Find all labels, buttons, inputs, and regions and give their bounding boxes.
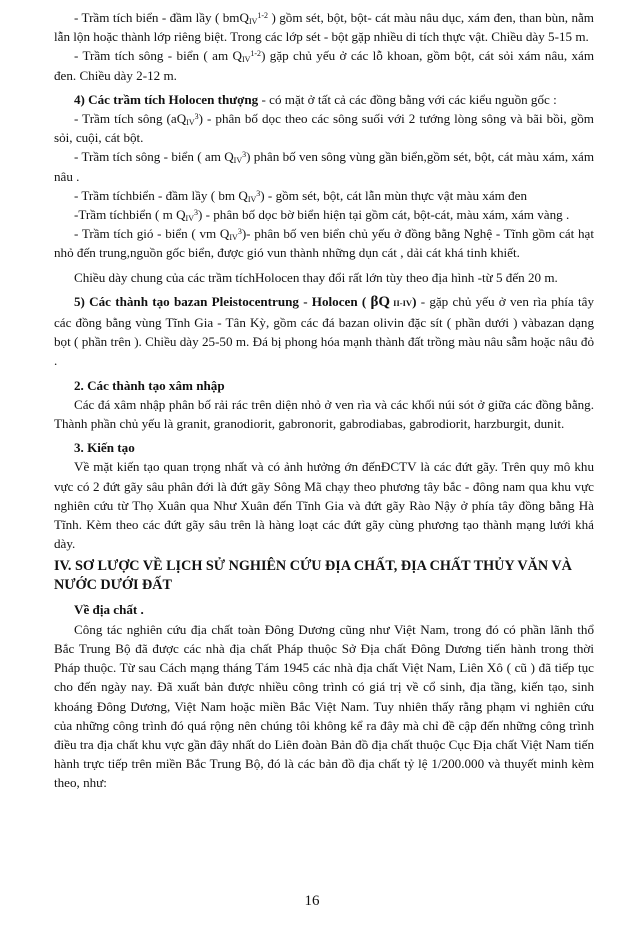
paragraph-tectonics: Về mặt kiến tạo quan trọng nhất và có ảnh hưởng ớn đếnĐCTV là các đứt gãy. Trên quy mô khu vực có 2 đứt gãy sâu phân đới là đứt gãy Sông Mã chạy theo phương tây bắc - đông nam qua khu vực nghiên cứu từ Thọ Xuân qua Như Xuân đến Tĩnh Gia và đứt gãy Rào Nậy ở phía tây đồng bằng Hà Tĩnh. Kèm theo các đứt gãy sâu trên là hàng loạt các đứt gãy cùng phương tạo thành mạng lưới khá dày. [54,459,594,552]
paragraph-marine-deposits: -Trầm tíchbiển ( m $Q_{IV}^3$) - phân bố dọc bờ biển hiện tại gồm cát, bột-cát, màu xám, xám vàng . [74,207,570,224]
paragraph-geology-history: Công tác nghiên cứu địa chất toàn Đông Dương cũng như Việt Nam, trong đó có phần lãnh thổ Bắc Trung Bộ đã được các nhà địa chất Pháp thuộc Sở Địa chất Đông Dương tiến hành trong thời Pháp thuộc. Từ sau Cách mạng tháng Tám 1945 các nhà địa chất Việt Nam, Liên Xô ( cũ ) đã tiếp tục cho đến ngày nay. Đã xuất bản được nhiều công trình có giá trị về cổ sinh, địa tầng, kiến tạo, sinh khoáng Đông Dương, Việt Nam hoặc miền Bắc Việt Nam. Tuy nhiên thấy rằng phạm vi nghiên cứu của những công trình đó quá rộng nên chúng tôi không kể ra đây mà chỉ đề cập đến những công trình điều tra địa chất khu vực gần đây nhất do Liên đoàn Bản đồ địa chất thuộc Cục Địa chất Việt Nam tiến hành trực tiếp trên miền Bắc Trung Bộ, đó là các bản đồ địa chất tỷ lệ 1/200.000 và thuyết minh kèm theo, như: [54,621,594,791]
heading-tectonics: 3. Kiến tạo [74,440,135,456]
paragraph-holocene-thickness: Chiều dày chung của các trầm tíchHolocen thay đổi rất lớn tùy theo địa hình -từ 5 đến 20 m. [74,269,558,285]
paragraph-marine-lagoon-upper: - Trầm tíchbiển - đầm lầy ( bm $Q_{IV}^3$) - gồm sét, bột, cát lẫn mùn thực vật màu xám đen [74,187,528,204]
paragraph-marine-lagoon-deposits: - Trầm tích biển - đầm lầy ( bmQ$_{IV}^{1-2}$ ) gồm sét, bột, bột- cát màu nâu dục, xám đen, than bùn, nằm lẫn lộn hoặc thành lớp riêng biệt. Trong các lớp sét - bột gặp nhiều di tích thực vật. Chiều dày 5-15 m. [54,10,594,45]
heading-geology: Về địa chất . [74,602,144,618]
section-heading-research-history: IV. SƠ LƯỢC VỀ LỊCH SỬ NGHIÊN CỨU ĐỊA CHẤT, ĐỊA CHẤT THỦY VĂN VÀ NƯỚC DƯỚI ĐẤT [54,558,572,594]
heading-basalt-formations: 5) Các thành tạo bazan Pleistocentrung - Holocen ( βQ II-IV) - gặp chủ yếu ở ven rìa phía tây các đồng bằng vùng Tĩnh Gia - Tân Kỳ, gồm các đá bazan olivin đặc sít ( phần dưới ) vàbazan dạng bọt ( phần trên ). Chiều dày 25-50 m. Đá bị phong hóa mạnh thành đất trồng màu nâu sẫm hoặc nâu đỏ . [54,293,594,369]
heading-intrusive-formations: 2. Các thành tạo xâm nhập [74,377,225,393]
page-number: 16 [304,893,320,909]
paragraph-intrusive: Các đá xâm nhập phân bố rải rác trên diện nhỏ ở ven rìa và các khối núi sót ở giữa các đồng bằng. Thành phần chủ yếu là granit, granodiorit, gabronorit, gabrodiabas, gabrodiorit, harzburgit, dunit. [54,396,594,432]
heading-upper-holocene: 4) Các trầm tích Holocen thượng - có mặt ở tất cả các đồng bằng với các kiểu nguồn gốc : [74,91,557,107]
paragraph-river-deposits: - Trầm tích sông $(aQ_{IV}^3)$ - phân bố dọc theo các sông suối với 2 tướng lòng sông và bãi bồi, gồm sỏi, cuội, cát bột. [54,111,594,146]
paragraph-wind-marine-deposits: - Trầm tích gió - biển ( vm $Q_{IV}^3)-$ phân bố ven biển chủ yếu ở đồng bằng Nghệ - Tĩnh gồm cát hạt nhỏ đến trung,nguồn gốc biển, được gió vun thành những dụn cát , dải cát khá tinh khiết. [54,226,594,261]
paragraph-river-marine-upper: - Trầm tích sông - biển ( am $Q_{IV}^3$) phân bố ven sông vùng gần biển,gồm sét, bột, cát màu xám, xám nâu . [54,149,595,184]
paragraph-river-marine-deposits: - Trầm tích sông - biển ( am $Q_{IV}^{1-2}$) gặp chủ yếu ở các lỗ khoan, gồm bột, cát sỏi xám nâu, xám đen. Chiều dày 2-12 m. [54,48,594,83]
